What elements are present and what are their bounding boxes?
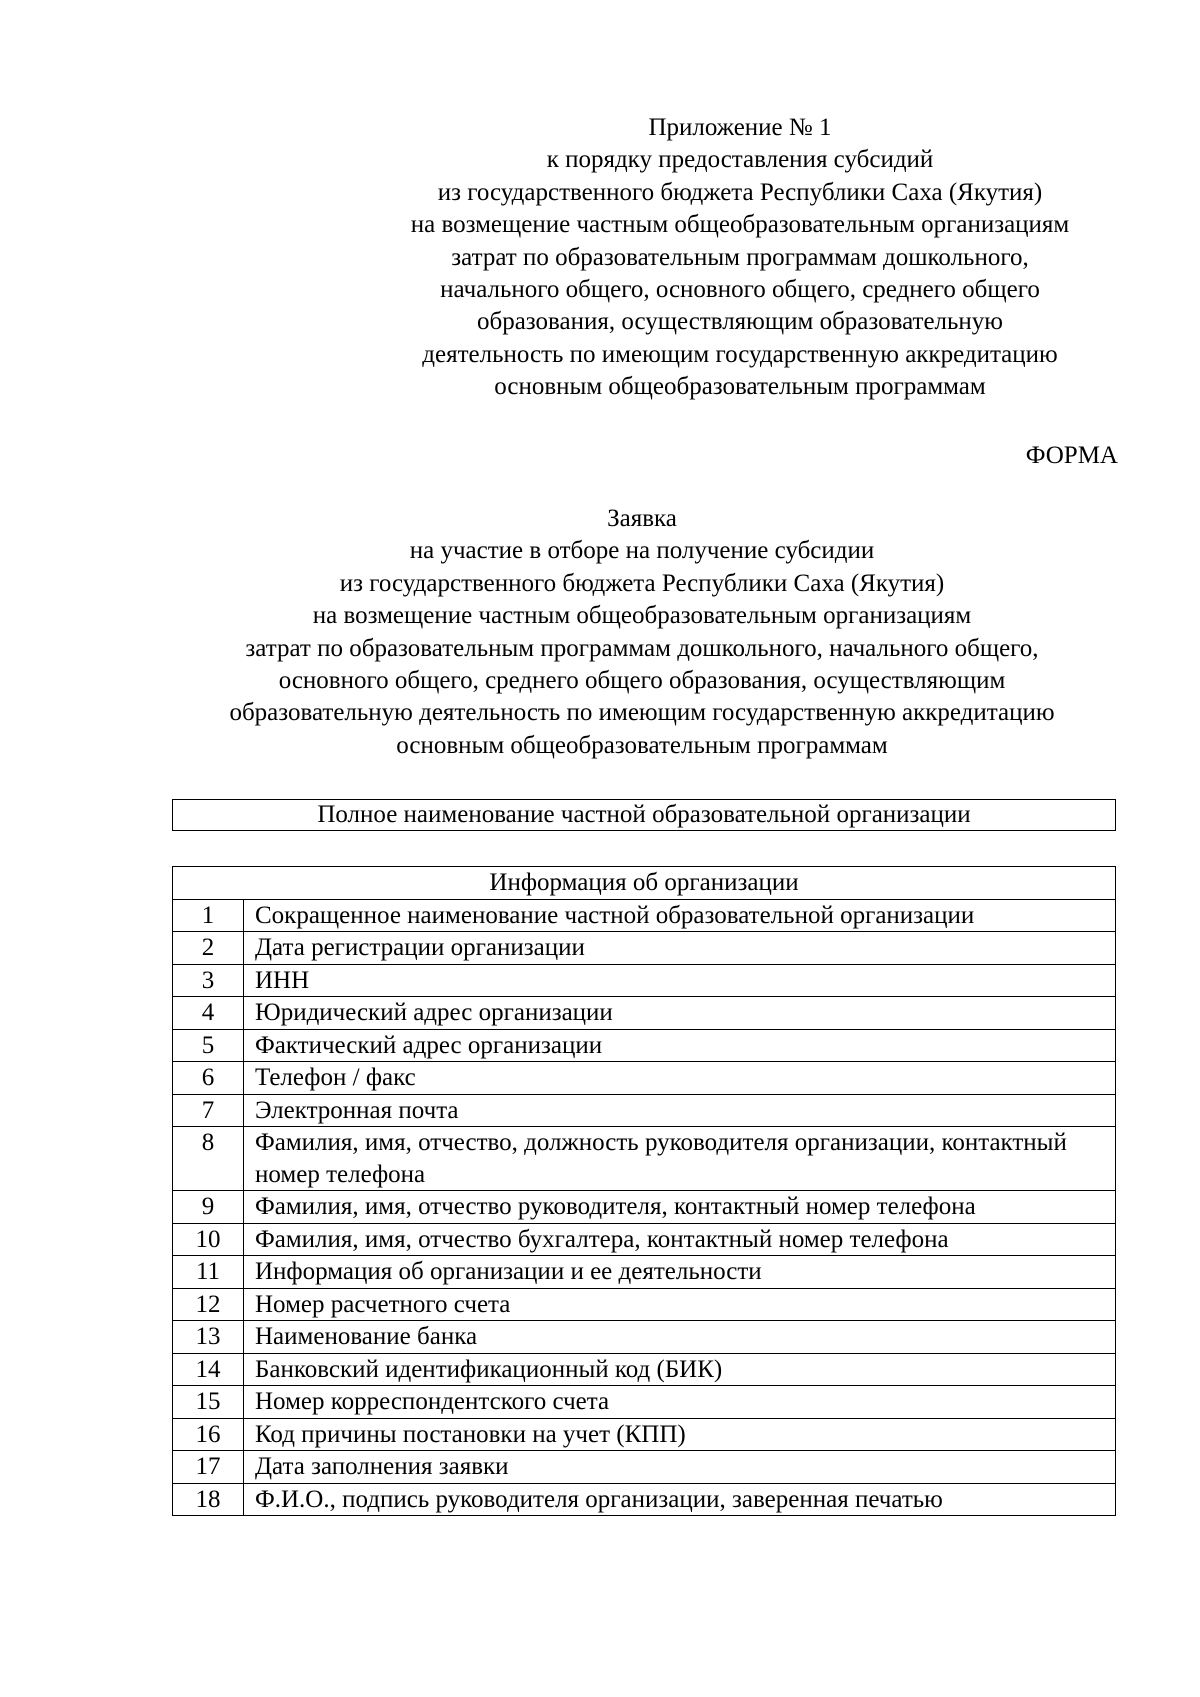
table-row [173,1029,1116,1062]
table-row [173,1223,1116,1256]
row-number: 1 [173,899,244,932]
application-line: затрат по образовательным программам дошкольного, начального общего, [245,634,1039,662]
appendix-line: из государственного бюджета Республики Саха (Якутия) [437,178,1043,206]
row-number: 2 [173,932,244,965]
row-label: ИНН [244,964,1116,997]
table-row [173,1451,1116,1484]
org-info-table-body [173,899,1116,1516]
row-label: Код причины постановки на учет (КПП) [244,1418,1116,1451]
row-label: Фамилия, имя, отчество бухгалтера, контактный номер телефона [244,1223,1116,1256]
row-number: 6 [173,1062,244,1095]
row-label: Ф.И.О., подпись руководителя организации, заверенная печатью [244,1483,1116,1516]
appendix-header [360,112,1120,404]
table-row [173,1256,1116,1289]
row-number: 5 [173,1029,244,1062]
appendix-line: затрат по образовательным программам дошкольного, [451,243,1029,271]
row-label: Фамилия, имя, отчество, должность руководителя организации, контактный номер телефона [244,1127,1116,1191]
row-number: 7 [173,1094,244,1127]
row-number: 10 [173,1223,244,1256]
row-label: Фактический адрес организации [244,1029,1116,1062]
application-line: образовательную деятельность по имеющим государственную аккредитацию [229,699,1055,727]
appendix-line: образования, осуществляющим образовательную [476,308,1003,336]
row-number: 14 [173,1353,244,1386]
row-label: Номер расчетного счета [244,1288,1116,1321]
row-label: Дата заполнения заявки [244,1451,1116,1484]
row-number: 11 [173,1256,244,1289]
appendix-line: Приложение № 1 [648,114,832,141]
table-row [173,932,1116,965]
table-row [173,1353,1116,1386]
row-label: Электронная почта [244,1094,1116,1127]
application-line: на участие в отборе на получение субсидии [409,537,875,565]
table-row [173,1094,1116,1127]
row-number: 12 [173,1288,244,1321]
table-row [173,997,1116,1030]
row-label: Информация об организации и ее деятельности [244,1256,1116,1289]
row-label: Наименование банка [244,1321,1116,1354]
row-label: Юридический адрес организации [244,997,1116,1030]
appendix-line: основным общеобразовательным программам [494,373,986,401]
appendix-line: деятельность по имеющим государственную аккредитацию [422,340,1058,368]
row-number: 15 [173,1386,244,1419]
row-label: Дата регистрации организации [244,932,1116,965]
application-line: на возмещение частным общеобразовательным организациям [312,602,972,630]
table-row [173,1127,1116,1191]
org-full-name-box: Полное наименование частной образовательной организации [172,799,1116,831]
row-label: Банковский идентификационный код (БИК) [244,1353,1116,1386]
row-number: 3 [173,964,244,997]
table-row [173,1386,1116,1419]
org-info-table [172,866,1116,1516]
table-row [173,1062,1116,1095]
row-number: 4 [173,997,244,1030]
row-number: 9 [173,1191,244,1224]
row-label: Номер корреспондентского счета [244,1386,1116,1419]
table-row [173,964,1116,997]
appendix-line: начального общего, основного общего, среднего общего [440,276,1040,304]
row-number: 17 [173,1451,244,1484]
appendix-line: на возмещение частным общеобразовательным организациям [410,211,1070,239]
row-number: 18 [173,1483,244,1516]
form-label: ФОРМА [1025,442,1118,469]
row-label: Сокращенное наименование частной образовательной организации [244,899,1116,932]
application-title [172,503,1112,762]
application-line: основным общеобразовательным программам [396,731,888,759]
application-line: из государственного бюджета Республики Саха (Якутия) [339,569,945,597]
row-label: Фамилия, имя, отчество руководителя, контактный номер телефона [244,1191,1116,1224]
table-row [173,1483,1116,1516]
row-number: 16 [173,1418,244,1451]
table-row [173,1321,1116,1354]
row-number: 13 [173,1321,244,1354]
org-info-table-header: Информация об организации [173,867,1116,900]
table-row [173,1288,1116,1321]
table-row [173,1191,1116,1224]
table-row [173,1418,1116,1451]
table-row [173,899,1116,932]
row-number: 8 [173,1127,244,1191]
row-label: Телефон / факс [244,1062,1116,1095]
application-line: основного общего, среднего общего образования, осуществляющим [278,667,1006,695]
appendix-line: к порядку предоставления субсидий [546,146,934,174]
application-line: Заявка [607,505,677,532]
